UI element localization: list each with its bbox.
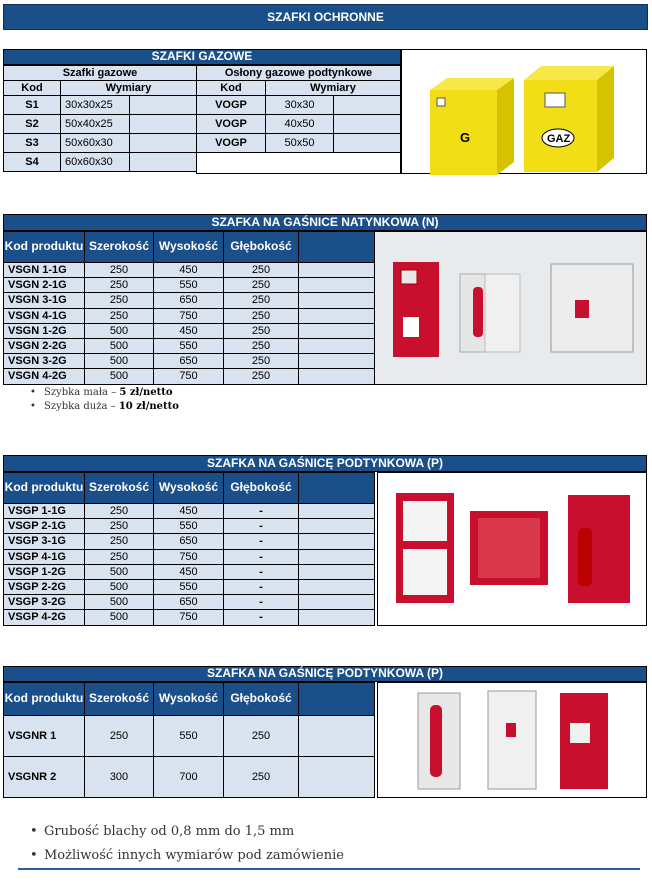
table-column-header-empty	[298, 682, 375, 716]
table-column-header: Wysokość	[153, 682, 224, 716]
table-row-code: VSGP 3-1G	[3, 533, 85, 549]
gas-wymiary-cell: 30x30	[265, 95, 334, 115]
table-row-height: 650	[153, 353, 224, 369]
gas-wymiary-cell: 50x40x25	[60, 114, 130, 134]
table-column-header: Szerokość	[84, 231, 154, 263]
table-row-code: VSGP 2-1G	[3, 518, 85, 534]
podtynk-cabinets-image	[377, 472, 647, 626]
table-row-depth: 250	[223, 715, 299, 757]
gas-kod-cell: S4	[3, 152, 61, 172]
table-row-height: 750	[153, 609, 224, 625]
table-column-header-empty	[298, 472, 375, 504]
gas-extra-cell	[129, 95, 197, 115]
table-row-extra	[298, 609, 375, 625]
table-row-width: 250	[84, 518, 154, 534]
table-row-depth: 250	[223, 756, 299, 798]
gas-col-wymiary-right: Wymiary	[265, 80, 401, 96]
table-column-header: Głębokość	[223, 231, 299, 263]
table-row-extra	[298, 503, 375, 519]
gas-kod-cell: VOGP	[196, 133, 266, 153]
podtynk-cabinets-illustration	[378, 473, 648, 627]
table-row-code: VSGN 2-1G	[3, 277, 85, 293]
gas-wymiary-cell: 30x30x25	[60, 95, 130, 115]
gas-kod-cell: VOGP	[196, 95, 266, 115]
podtynk2-cabinets-image	[377, 682, 647, 798]
table-row-width: 500	[84, 338, 154, 354]
gas-cabinets-image	[401, 49, 647, 174]
table-row-depth: 250	[223, 323, 299, 339]
footer-note-2: • Możliwość innych wymiarów pod zamówienie	[30, 848, 344, 863]
table-row-code: VSGN 1-1G	[3, 262, 85, 278]
table-row-depth: 250	[223, 262, 299, 278]
table-row-code: VSGP 2-2G	[3, 579, 85, 595]
table-row-width: 250	[84, 503, 154, 519]
footer-note-1: • Grubość blachy od 0,8 mm do 1,5 mm	[30, 824, 295, 839]
podtynk2-section-title: SZAFKA NA GAŚNICĘ PODTYNKOWA (P)	[3, 666, 647, 682]
table-row-width: 500	[84, 564, 154, 580]
table-row-height: 750	[153, 368, 224, 384]
table-column-header: Szerokość	[84, 472, 154, 504]
table-column-header: Kod produktu	[3, 472, 85, 504]
table-row-extra	[298, 308, 375, 324]
natynk-section-title: SZAFKA NA GAŚNICE NATYNKOWA (N)	[3, 214, 647, 231]
table-column-header: Głębokość	[223, 472, 299, 504]
table-row-height: 450	[153, 323, 224, 339]
gas-empty-cell	[196, 152, 401, 174]
table-row-depth: -	[223, 549, 299, 565]
table-row-height: 750	[153, 549, 224, 565]
table-row-depth: -	[223, 564, 299, 580]
table-row-width: 300	[84, 756, 154, 798]
table-row-code: VSGNR 1	[3, 715, 85, 757]
table-row-extra	[298, 368, 375, 384]
gas-left-header: Szafki gazowe	[3, 65, 197, 81]
gas-kod-cell: S1	[3, 95, 61, 115]
table-row-code: VSGN 3-2G	[3, 353, 85, 369]
table-row-width: 250	[84, 292, 154, 308]
price-note: • Szybka duża – 10 zł/netto	[30, 401, 179, 412]
price-note: • Szybka mała – 5 zł/netto	[30, 387, 173, 398]
table-row-width: 250	[84, 715, 154, 757]
table-column-header-empty	[298, 231, 375, 263]
table-row-code: VSGN 4-2G	[3, 368, 85, 384]
gas-extra-cell	[333, 95, 401, 115]
page-title: SZAFKI OCHRONNE	[3, 4, 648, 30]
table-row-extra	[298, 277, 375, 293]
gas-wymiary-cell: 50x50	[265, 133, 334, 153]
gas-extra-cell	[333, 114, 401, 134]
table-row-code: VSGP 4-2G	[3, 609, 85, 625]
table-row-height: 450	[153, 564, 224, 580]
table-row-code: VSGP 1-1G	[3, 503, 85, 519]
table-row-code: VSGN 1-2G	[3, 323, 85, 339]
table-column-header: Wysokość	[153, 472, 224, 504]
gas-cabinets-illustration	[402, 50, 648, 175]
table-row-extra	[298, 292, 375, 308]
table-row-extra	[298, 549, 375, 565]
table-row-extra	[298, 353, 375, 369]
table-row-depth: 250	[223, 292, 299, 308]
table-row-code: VSGNR 2	[3, 756, 85, 798]
table-row-width: 250	[84, 533, 154, 549]
gas-col-kod: Kod	[3, 80, 61, 96]
table-row-width: 500	[84, 594, 154, 610]
gas-col-kod-right: Kod	[196, 80, 266, 96]
gas-extra-cell	[129, 114, 197, 134]
table-row-height: 550	[153, 277, 224, 293]
table-row-depth: -	[223, 594, 299, 610]
gas-section-title: SZAFKI GAZOWE	[3, 49, 401, 65]
table-row-extra	[298, 564, 375, 580]
podtynk2-cabinets-illustration	[378, 683, 648, 799]
table-column-header: Szerokość	[84, 682, 154, 716]
gas-kod-cell: S2	[3, 114, 61, 134]
gas-letter-g: G	[460, 130, 471, 145]
table-row-width: 250	[84, 308, 154, 324]
table-row-depth: -	[223, 579, 299, 595]
gas-extra-cell	[129, 133, 197, 153]
table-row-depth: -	[223, 518, 299, 534]
table-row-depth: 250	[223, 277, 299, 293]
table-column-header: Wysokość	[153, 231, 224, 263]
table-row-extra	[298, 756, 375, 798]
table-row-depth: 250	[223, 338, 299, 354]
table-row-depth: 250	[223, 353, 299, 369]
gas-extra-cell	[333, 133, 401, 153]
table-row-height: 450	[153, 503, 224, 519]
table-row-code: VSGN 2-2G	[3, 338, 85, 354]
table-row-code: VSGP 4-1G	[3, 549, 85, 565]
table-row-depth: -	[223, 533, 299, 549]
table-row-extra	[298, 262, 375, 278]
gas-wymiary-cell: 60x60x30	[60, 152, 130, 172]
table-row-extra	[298, 715, 375, 757]
table-row-height: 650	[153, 533, 224, 549]
table-row-height: 750	[153, 308, 224, 324]
gas-right-header: Osłony gazowe podtynkowe	[196, 65, 401, 81]
table-row-extra	[298, 518, 375, 534]
table-row-height: 650	[153, 594, 224, 610]
table-row-code: VSGN 3-1G	[3, 292, 85, 308]
table-row-extra	[298, 533, 375, 549]
table-row-height: 700	[153, 756, 224, 798]
table-row-width: 250	[84, 549, 154, 565]
table-row-extra	[298, 338, 375, 354]
gas-kod-cell: VOGP	[196, 114, 266, 134]
table-row-extra	[298, 323, 375, 339]
gas-wymiary-cell: 50x60x30	[60, 133, 130, 153]
gas-letter-gaz: GAZ	[547, 133, 571, 145]
table-row-extra	[298, 594, 375, 610]
table-column-header: Kod produktu	[3, 682, 85, 716]
table-row-width: 500	[84, 368, 154, 384]
table-row-depth: 250	[223, 368, 299, 384]
table-row-depth: -	[223, 503, 299, 519]
gas-col-wymiary: Wymiary	[60, 80, 197, 96]
table-row-height: 550	[153, 518, 224, 534]
table-column-header: Kod produktu	[3, 231, 85, 263]
gas-kod-cell: S3	[3, 133, 61, 153]
table-row-height: 450	[153, 262, 224, 278]
table-row-width: 500	[84, 609, 154, 625]
table-row-depth: 250	[223, 308, 299, 324]
table-row-width: 250	[84, 262, 154, 278]
table-row-height: 550	[153, 715, 224, 757]
table-row-code: VSGP 1-2G	[3, 564, 85, 580]
table-row-height: 550	[153, 579, 224, 595]
table-row-height: 550	[153, 338, 224, 354]
gas-extra-cell	[129, 152, 197, 172]
natynk-cabinets-image	[374, 231, 647, 385]
table-row-code: VSGN 4-1G	[3, 308, 85, 324]
table-row-width: 250	[84, 277, 154, 293]
table-row-extra	[298, 579, 375, 595]
table-row-width: 500	[84, 579, 154, 595]
table-row-height: 650	[153, 292, 224, 308]
gas-wymiary-cell: 40x50	[265, 114, 334, 134]
table-column-header: Głębokość	[223, 682, 299, 716]
podtynk-section-title: SZAFKA NA GAŚNICĘ PODTYNKOWA (P)	[3, 455, 647, 472]
table-row-width: 500	[84, 353, 154, 369]
natynk-cabinets-illustration	[375, 232, 648, 386]
table-row-depth: -	[223, 609, 299, 625]
table-row-width: 500	[84, 323, 154, 339]
footer-divider	[18, 868, 640, 870]
table-row-code: VSGP 3-2G	[3, 594, 85, 610]
